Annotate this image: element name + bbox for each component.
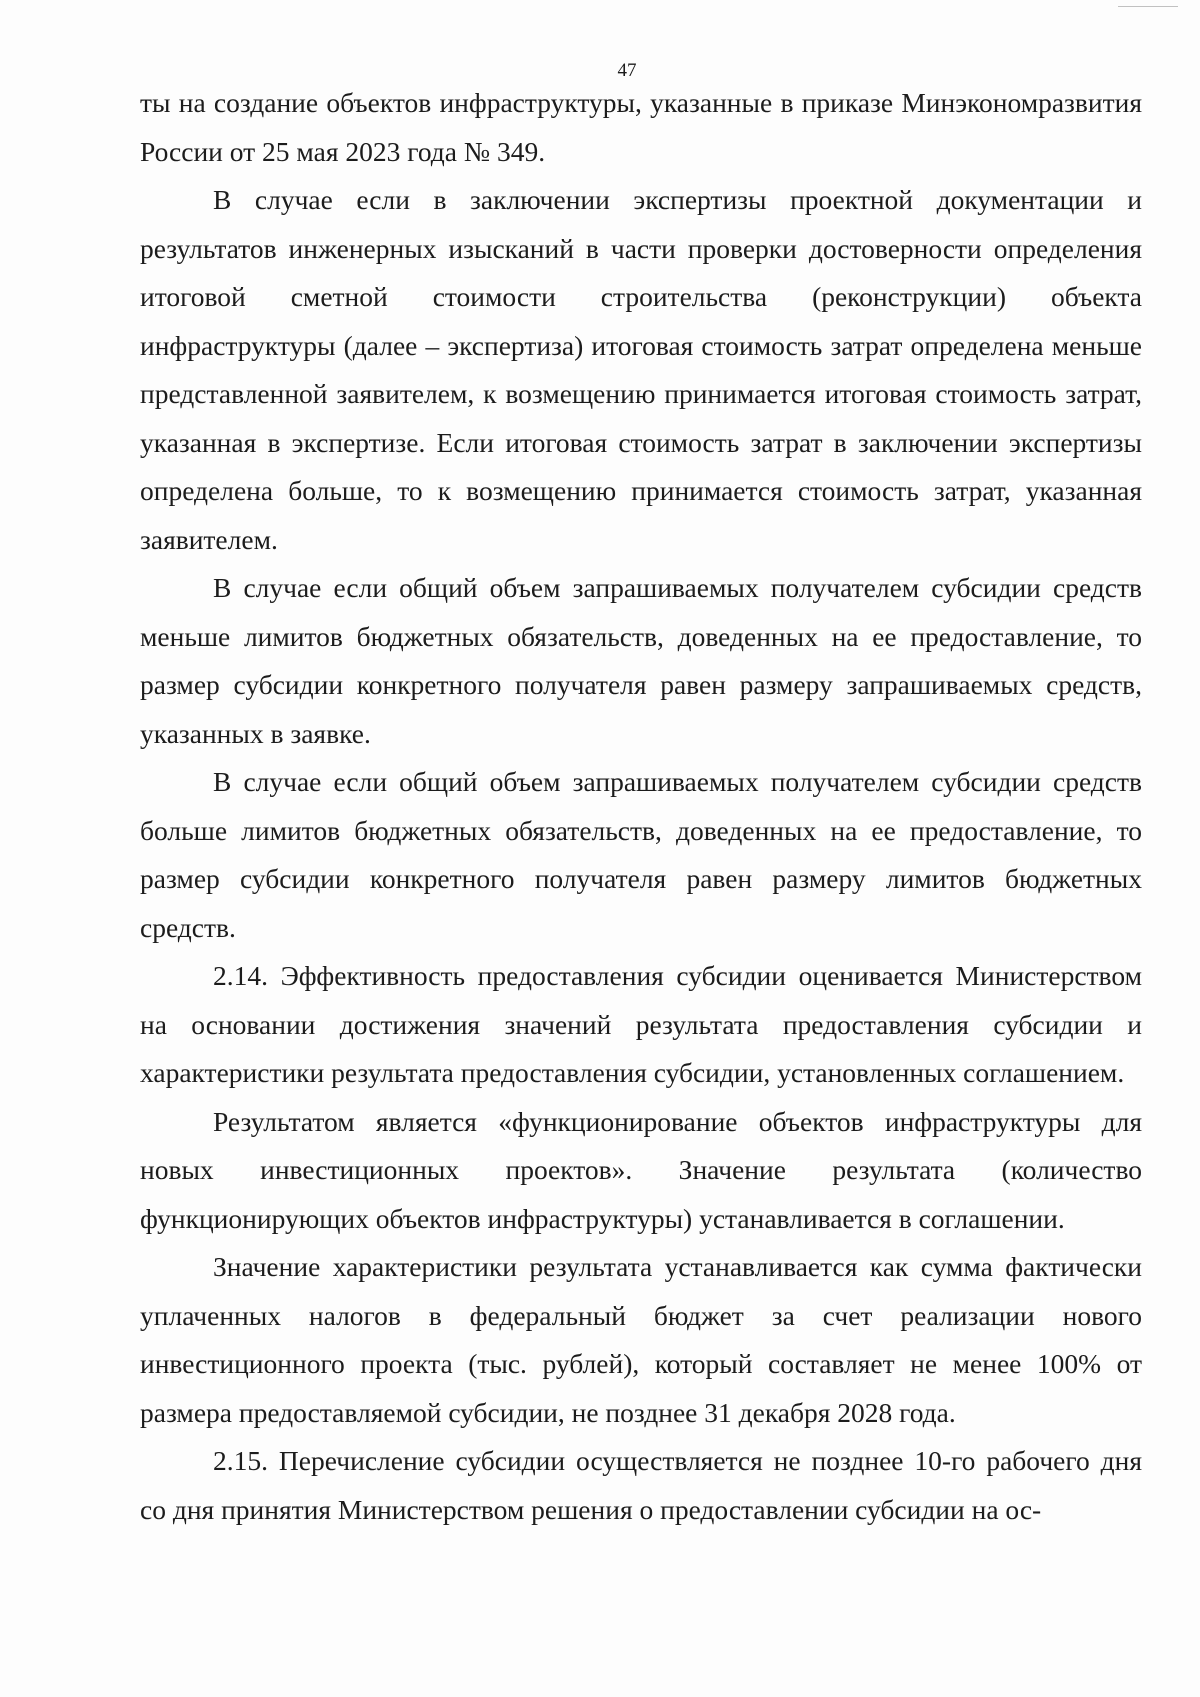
paragraph-result: Результатом является «функционирование объектов инфраструктуры для новых инвестиционных проектов». Значение результата (количество функционирующих объектов инфраструктуры) устанавливается в соглашении.: [140, 1105, 1142, 1234]
scan-edge-mark: [1118, 0, 1178, 7]
paragraph-expertise-cost: В случае если в заключении экспертизы проектной документации и результатов инженерных изысканий в части проверки достоверности определения итоговой сметной стоимости строительства (реконструкции) объекта инфраструктуры (далее – экспертиза) итоговая стоимость затрат определена меньше представленной заявителем, к возмещению принимается итоговая стоимость затрат, указанная в экспертизе. Если итоговая стоимость затрат в заключении экспертизы определена больше, то к возмещению принимается стоимость затрат, указанная заявителем.: [140, 184, 1142, 555]
paragraph-2-14-effectiveness: 2.14. Эффективность предоставления субсидии оценивается Министерством на основании достижения значений результата предоставления субсидии и характеристики результата предоставления субсидии, установленных соглашением.: [140, 960, 1142, 1088]
document-body: [140, 79, 1142, 1534]
paragraph-continuation: ты на создание объектов инфраструктуры, указанные в приказе Минэкономразвития России от 25 мая 2023 года № 349.: [140, 87, 1142, 167]
paragraph-volume-more-than-limits: В случае если общий объем запрашиваемых получателем субсидии средств больше лимитов бюджетных обязательств, доведенных на ее предоставление, то размер субсидии конкретного получателя равен размеру лимитов бюджетных средств.: [140, 766, 1142, 943]
page-number: 47: [617, 60, 637, 81]
paragraph-result-characteristic: Значение характеристики результата устанавливается как сумма фактически уплаченных налогов в федеральный бюджет за счет реализации нового инвестиционного проекта (тыс. рублей), который составляет не менее 100% от размера предоставляемой субсидии, не позднее 31 декабря 2028 года.: [140, 1251, 1142, 1428]
paragraph-volume-less-than-limits: В случае если общий объем запрашиваемых получателем субсидии средств меньше лимитов бюджетных обязательств, доведенных на ее предоставление, то размер субсидии конкретного получателя равен размеру запрашиваемых средств, указанных в заявке.: [140, 572, 1142, 749]
paragraph-2-15-transfer: 2.15. Перечисление субсидии осуществляется не позднее 10-го рабочего дня со дня принятия Министерством решения о предоставлении субсидии на ос-: [140, 1445, 1142, 1525]
